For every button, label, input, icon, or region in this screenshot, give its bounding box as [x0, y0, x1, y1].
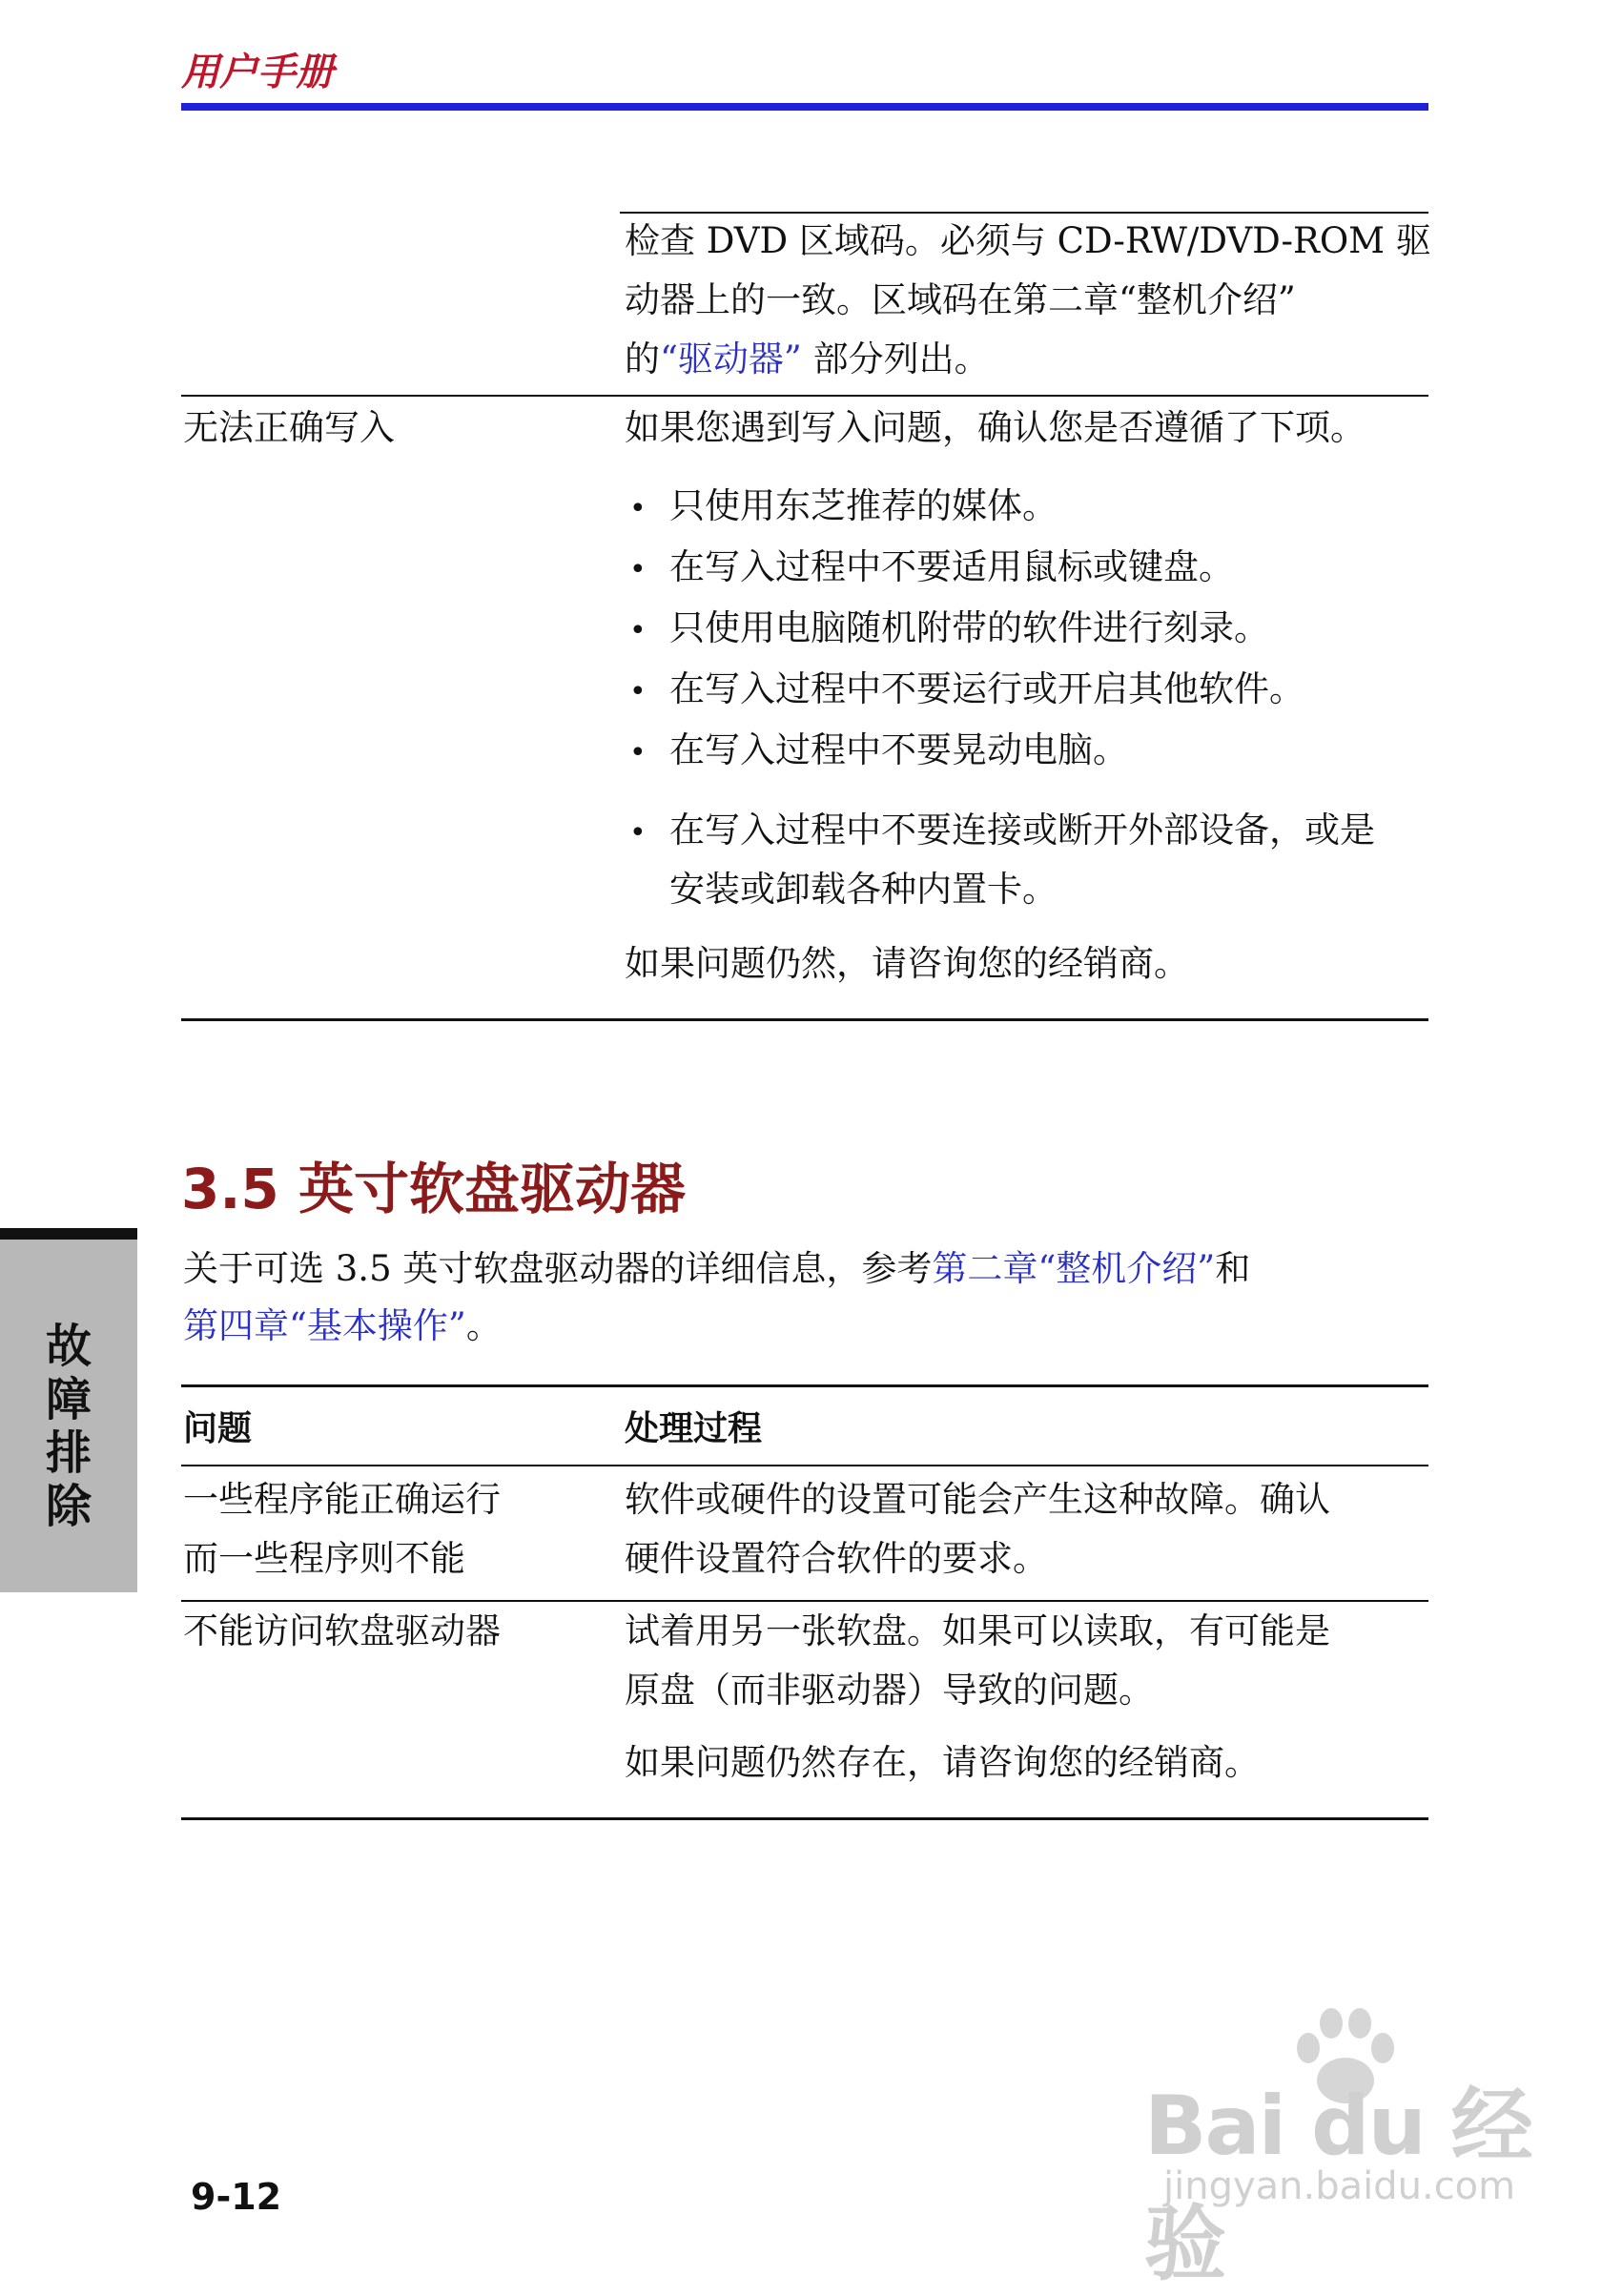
- list-item-text: 只使用电脑随机附带的软件进行刻录。: [669, 607, 1269, 648]
- side-tab-char: 除: [45, 1480, 92, 1533]
- row2-solution-line2: 硬件设置符合软件的要求。: [625, 1538, 1048, 1579]
- side-tab-char: 排: [45, 1426, 92, 1480]
- section-intro-line1: [183, 1240, 1250, 1299]
- chapter-side-tab: [0, 1228, 137, 1592]
- row3-problem: 不能访问软盘驱动器: [183, 1610, 501, 1651]
- side-tab-label: [0, 1320, 137, 1533]
- list-item-text: 在写入过程中不要晃动电脑。: [669, 729, 1128, 770]
- row0-solution-line3: [625, 330, 990, 389]
- row2-problem-line1: 一些程序能正确运行: [183, 1479, 501, 1520]
- section-intro-line2: [183, 1297, 502, 1356]
- chapter4-link[interactable]: 第四章“基本操作”: [183, 1305, 466, 1346]
- side-tab-char: 故: [45, 1320, 92, 1373]
- list-item-text: 只使用东芝推荐的媒体。: [669, 485, 1058, 526]
- row0-solution-line2: 动器上的一致。区域码在第二章“整机介绍”: [625, 279, 1296, 320]
- intro-end: 。: [465, 1305, 502, 1346]
- row0-solution-tail: 部分列出。: [801, 338, 990, 379]
- table-bottom-rule: [181, 1018, 1428, 1021]
- row2-problem-line2: 而一些程序则不能: [183, 1538, 465, 1579]
- intro-text: 关于可选 3.5 英寸软盘驱动器的详细信息，参考: [183, 1248, 933, 1289]
- list-item: •: [629, 553, 647, 586]
- table2-bottom-rule: [181, 1817, 1428, 1820]
- row1-outro: 如果问题仍然，请咨询您的经销商。: [625, 943, 1189, 984]
- row-divider: [181, 395, 1428, 397]
- list-item-continuation: 安装或卸载各种内置卡。: [669, 869, 1058, 910]
- list-item: •: [629, 492, 647, 525]
- watermark-url: jingyan.baidu.com: [1163, 2164, 1516, 2208]
- row0-solution-line1: 检查 DVD 区域码。必须与 CD-RW/DVD-ROM 驱: [625, 220, 1431, 261]
- list-item: •: [629, 816, 647, 850]
- baidu-watermark: [1144, 2060, 1564, 2292]
- side-tab-char: 障: [45, 1373, 92, 1426]
- running-header: 用户手册: [181, 51, 334, 94]
- section-title: 3.5 英寸软盘驱动器: [181, 1157, 686, 1221]
- list-item-text: 在写入过程中不要适用鼠标或键盘。: [669, 546, 1234, 587]
- row3-solution-line2: 原盘（而非驱动器）导致的问题。: [625, 1670, 1154, 1711]
- list-item-text: 在写入过程中不要运行或开启其他软件。: [669, 668, 1304, 709]
- row1-intro: 如果您遇到写入问题，确认您是否遵循了下项。: [625, 407, 1366, 448]
- table2-header-rule: [181, 1465, 1428, 1466]
- list-item-text: 在写入过程中不要连接或断开外部设备，或是: [669, 810, 1375, 851]
- header-rule: [181, 103, 1428, 111]
- row3-solution-line3: 如果问题仍然存在，请咨询您的经销商。: [625, 1742, 1260, 1783]
- drive-section-link[interactable]: “驱动器”: [660, 338, 802, 379]
- page-number: 9-12: [191, 2176, 282, 2218]
- list-item: •: [629, 736, 647, 769]
- table2-top-rule: [181, 1384, 1428, 1387]
- column-header-problem: 问题: [183, 1409, 253, 1448]
- row0-solution-start: 的: [625, 338, 660, 379]
- chapter2-link[interactable]: 第二章“整机介绍”: [932, 1248, 1216, 1289]
- row3-solution-line1: 试着用另一张软盘。如果可以读取，有可能是: [625, 1610, 1330, 1651]
- column-header-solution: 处理过程: [625, 1409, 763, 1448]
- list-item: •: [629, 614, 647, 647]
- row2-solution-line1: 软件或硬件的设置可能会产生这种故障。确认: [625, 1479, 1330, 1520]
- watermark-brand: Bai du 经验: [1144, 2079, 1531, 2292]
- intro-text: 和: [1215, 1248, 1251, 1289]
- row1-problem: 无法正确写入: [183, 407, 395, 448]
- list-item: •: [629, 675, 647, 708]
